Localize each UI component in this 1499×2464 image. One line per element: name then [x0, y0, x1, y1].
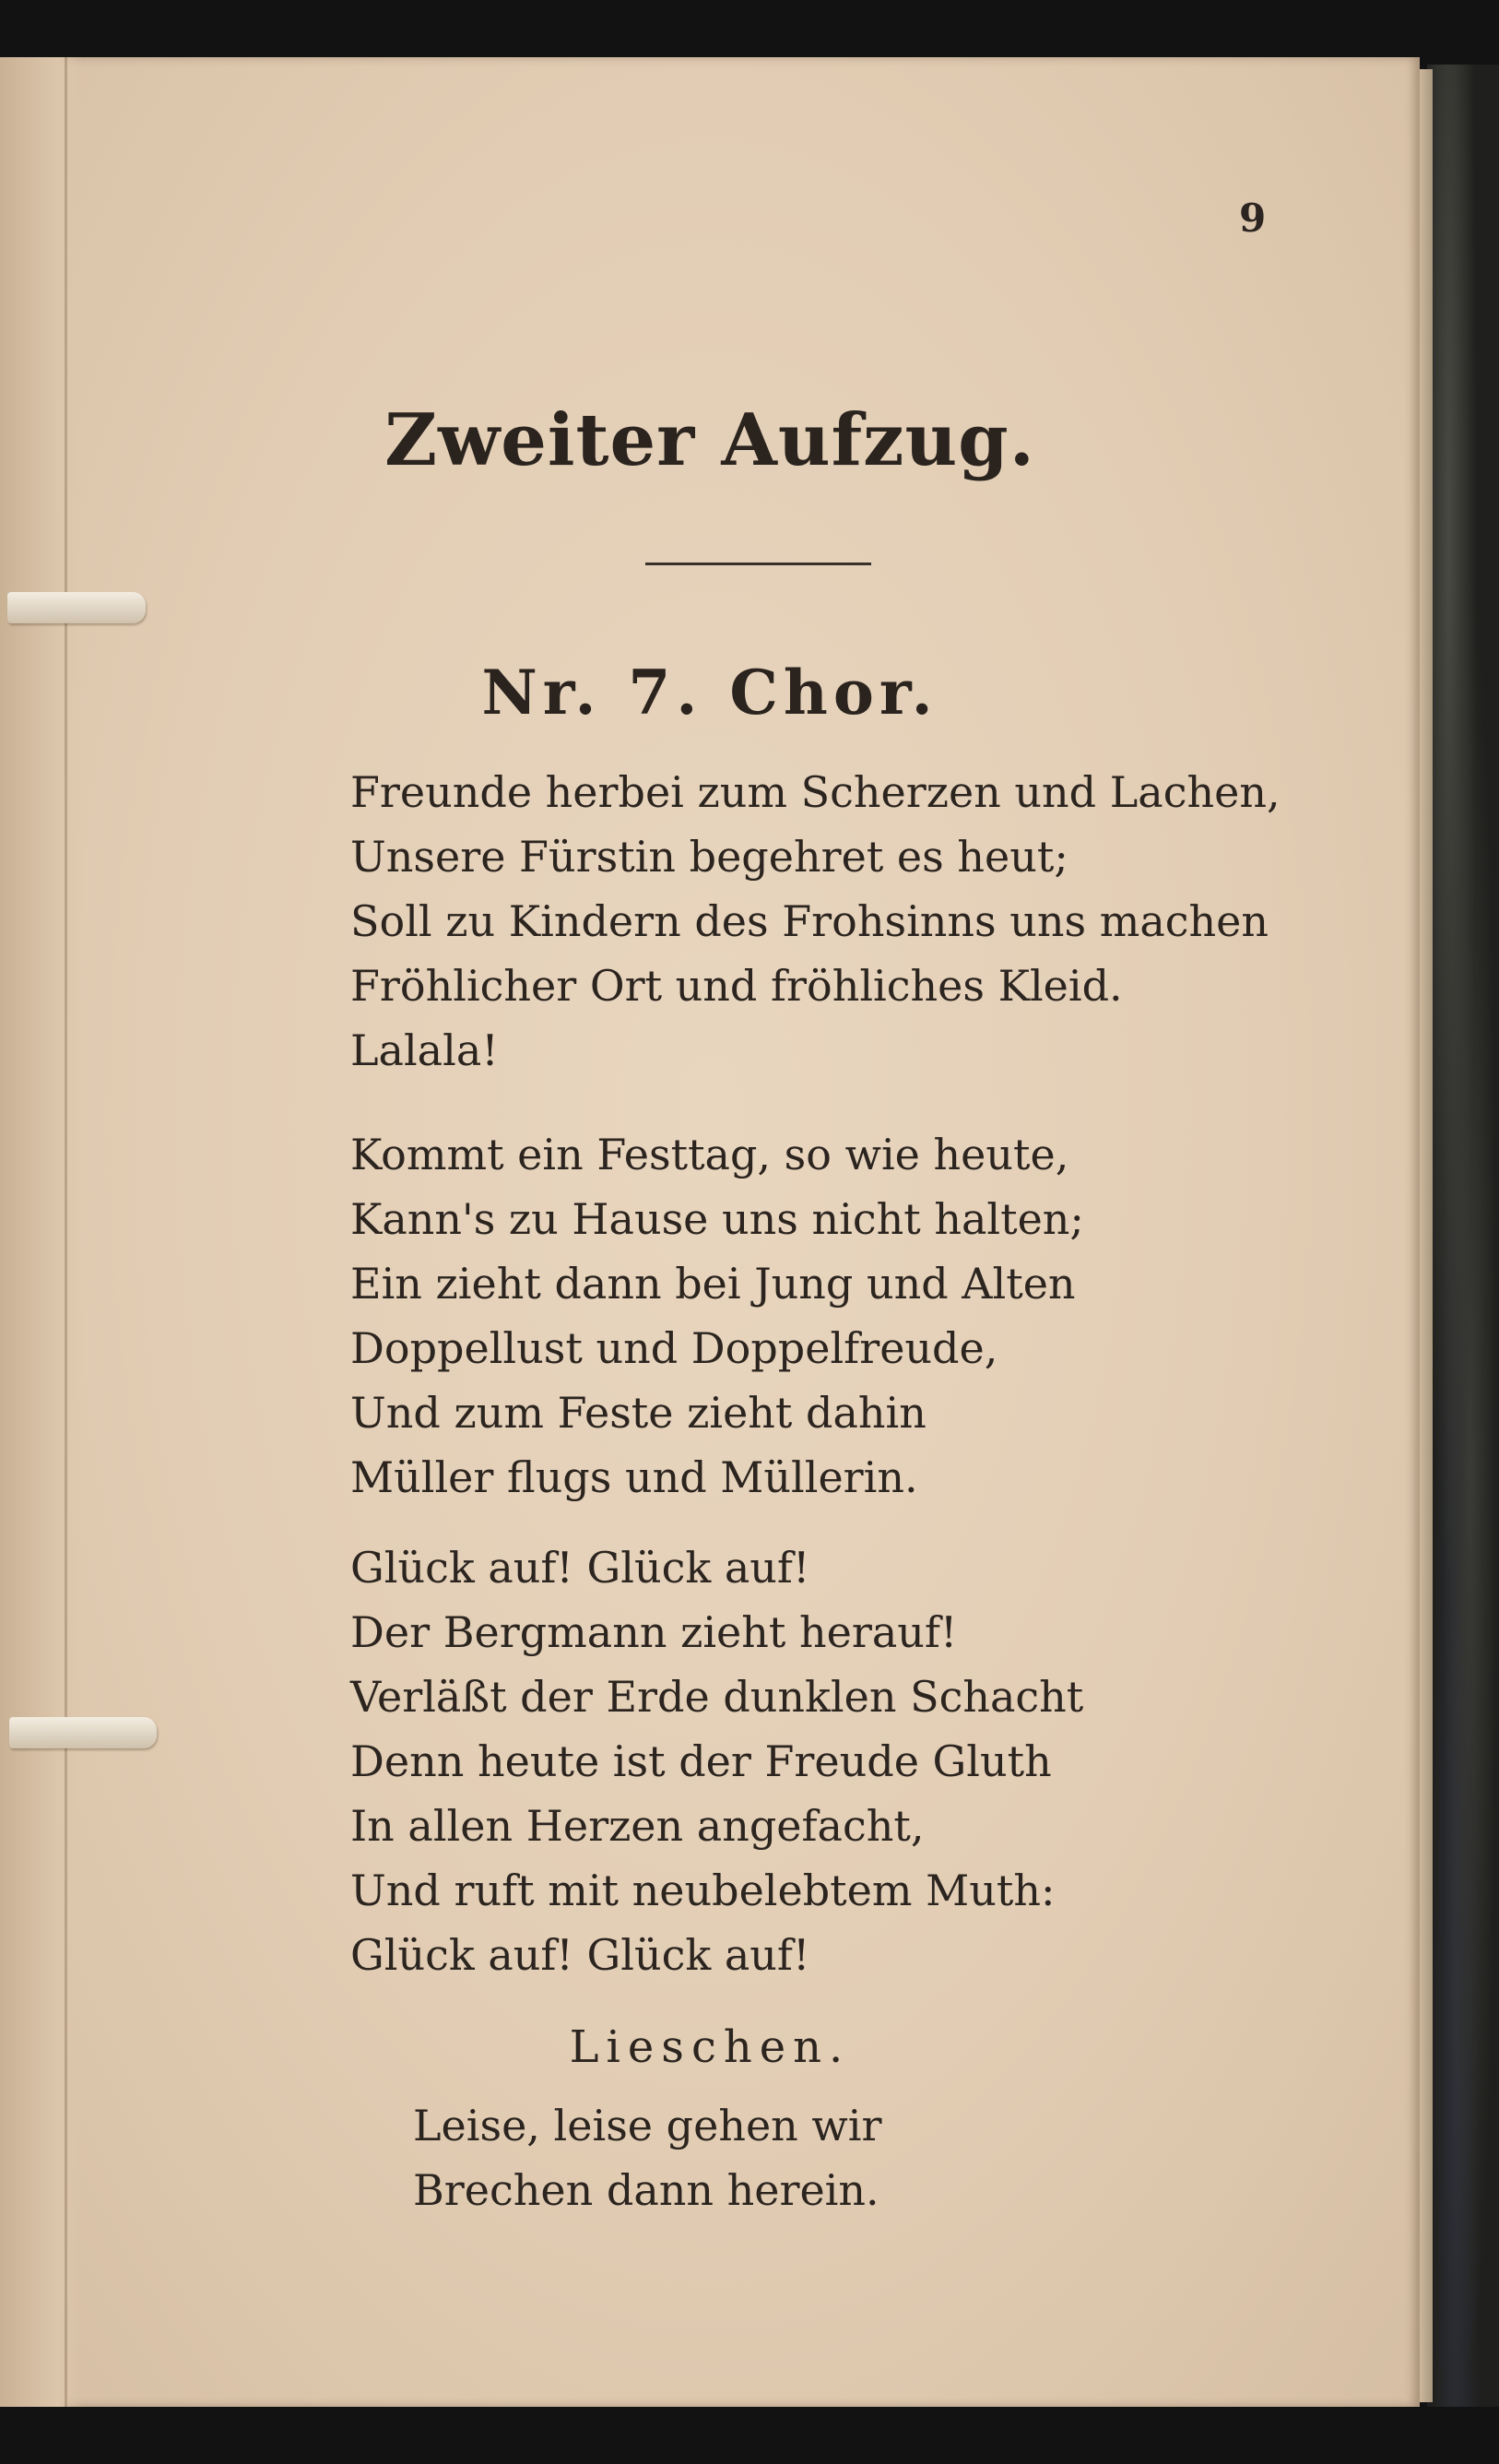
- act-title: Zweiter Aufzug.: [384, 398, 1035, 482]
- verse-line: Der Bergmann zieht herauf!: [350, 1607, 958, 1657]
- verse-line: Lalala!: [350, 1025, 499, 1075]
- title-divider-rule: [645, 563, 871, 565]
- verse-line: Doppellust und Doppelfreude,: [350, 1323, 998, 1373]
- stanza-1: [350, 760, 1281, 1083]
- verse-line: Brechen dann herein.: [413, 2165, 879, 2215]
- verse-line: Und ruft mit neubelebtem Muth:: [350, 1866, 1056, 1915]
- verse-line: Freunde herbei zum Scherzen und Lachen,: [350, 767, 1281, 817]
- paper-page: [0, 57, 1420, 2407]
- verse-line: Ein zieht dann bei Jung und Alten: [350, 1259, 1076, 1309]
- verse-line: Fröhlicher Ort und fröhliches Kleid.: [350, 961, 1123, 1011]
- verse-line: Müller flugs und Müllerin.: [350, 1452, 918, 1502]
- section-title: Nr. 7. Chor.: [481, 657, 938, 729]
- verse-line: Kann's zu Hause uns nicht halten;: [350, 1194, 1084, 1244]
- verse-line: Denn heute ist der Freude Gluth: [350, 1736, 1052, 1786]
- verse-line: Kommt ein Festtag, so wie heute,: [350, 1130, 1069, 1179]
- verse-line: Verläßt der Erde dunklen Schacht: [350, 1672, 1084, 1722]
- verse-line: In allen Herzen angefacht,: [350, 1801, 925, 1851]
- binding-thread-bottom: [9, 1717, 157, 1748]
- verse-line: Und zum Feste zieht dahin: [350, 1388, 927, 1438]
- verse-line: Glück auf! Glück auf!: [350, 1930, 810, 1980]
- verse-line: Glück auf! Glück auf!: [350, 1543, 810, 1593]
- stanza-3: [350, 1535, 1083, 1987]
- speaker-name: Lieschen.: [569, 2021, 851, 2073]
- book-cover-edge: [1427, 65, 1499, 2407]
- speaker-verse: [413, 2093, 882, 2222]
- binding-thread-top: [7, 592, 146, 623]
- stanza-2: [350, 1122, 1084, 1510]
- verse-line: Soll zu Kindern des Frohsinns uns machen: [350, 896, 1269, 946]
- page-number: 9: [1239, 195, 1267, 241]
- page-stack-edge: [1420, 69, 1433, 2402]
- verse-line: Leise, leise gehen wir: [413, 2101, 882, 2150]
- verse-line: Unsere Fürstin begehret es heut;: [350, 832, 1068, 882]
